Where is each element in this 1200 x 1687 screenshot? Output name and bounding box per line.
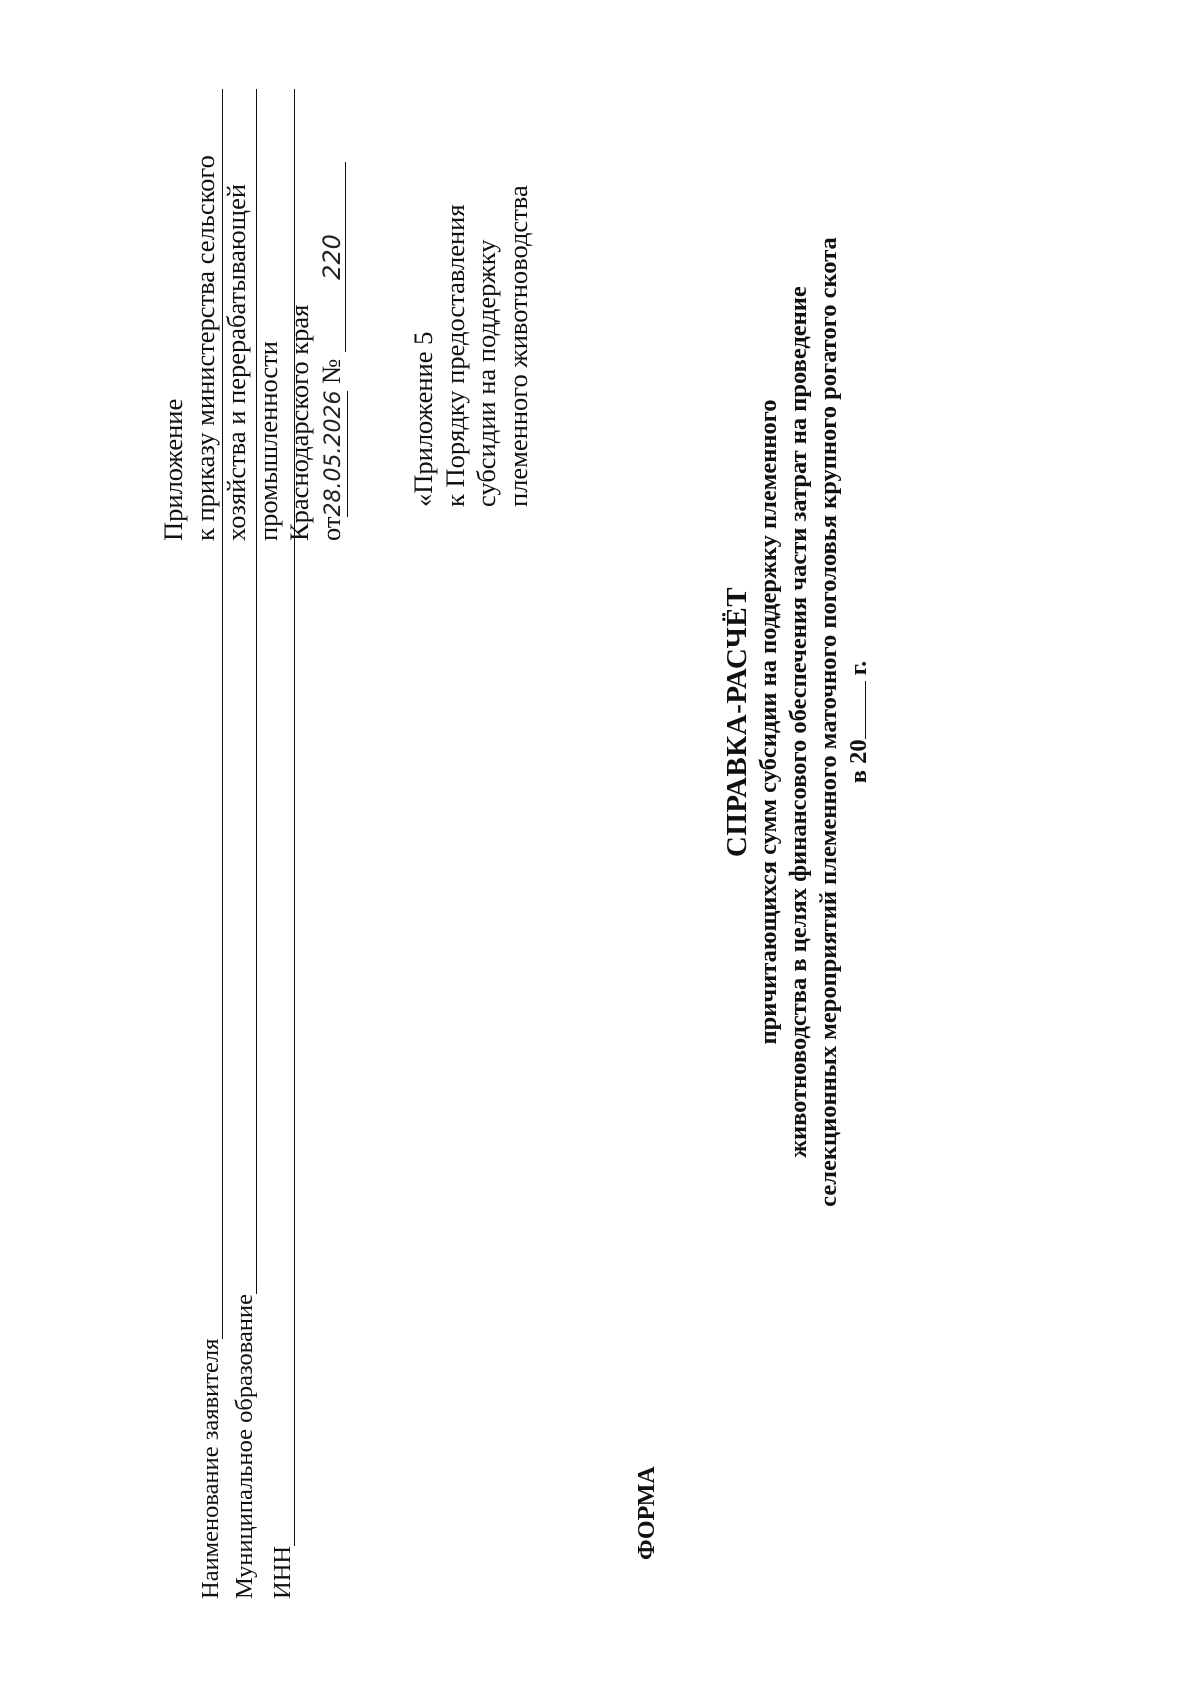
- order-ref-line-1: «Приложение 5: [408, 331, 438, 507]
- inn-field[interactable]: [294, 89, 295, 1546]
- handwritten-date: 28.05.2026: [320, 390, 346, 517]
- year-prefix: в 20: [845, 739, 872, 784]
- year-line: [844, 197, 874, 1247]
- order-reference-block: [408, 77, 534, 507]
- order-ref-line-3: субсидии на поддержку: [471, 239, 501, 507]
- year-suffix: г.: [845, 660, 872, 676]
- municipality-field[interactable]: [256, 89, 257, 1294]
- subtitle-line-2: животноводства в целях финансового обеспечения части затрат на проведение: [785, 286, 812, 1158]
- applicant-name-label: Наименование заявителя: [197, 1338, 224, 1599]
- applicant-fields: [194, 89, 300, 1599]
- document-heading: [720, 197, 874, 1247]
- appendix-title: Приложение: [158, 398, 188, 541]
- document-title: СПРАВКА-РАСЧЁТ: [721, 586, 753, 858]
- municipality-label: Муниципальное образование: [231, 1294, 258, 1599]
- subtitle-line-1: причитающихся сумм субсидии на поддержку племенного: [755, 399, 782, 1045]
- appendix-line-4: Краснодарского края: [284, 304, 314, 541]
- appendix-line-3: промышленности: [252, 341, 283, 541]
- subtitle-line-3: селекционных мероприятий племенного маточного поголовья крупного рогатого скота: [815, 237, 842, 1207]
- order-ref-line-4: племенного животноводства: [502, 185, 533, 507]
- applicant-name-row: [194, 89, 228, 1599]
- number-prefix: №: [315, 358, 346, 384]
- inn-row: [266, 89, 300, 1599]
- municipality-row: [228, 89, 262, 1599]
- order-ref-line-2: к Порядку предоставления: [439, 204, 470, 507]
- appendix-line-1: к приказу министерства сельского: [189, 155, 220, 541]
- form-label: ФОРМА: [634, 1466, 660, 1560]
- applicant-name-field[interactable]: [222, 89, 223, 1339]
- appendix-date-row: [316, 111, 348, 541]
- date-prefix: от: [315, 516, 346, 541]
- appendix-line-2: хозяйства и перерабатывающей: [221, 183, 251, 541]
- inn-label: ИНН: [269, 1545, 296, 1599]
- year-blank[interactable]: [865, 681, 866, 739]
- handwritten-number: 220: [319, 162, 346, 352]
